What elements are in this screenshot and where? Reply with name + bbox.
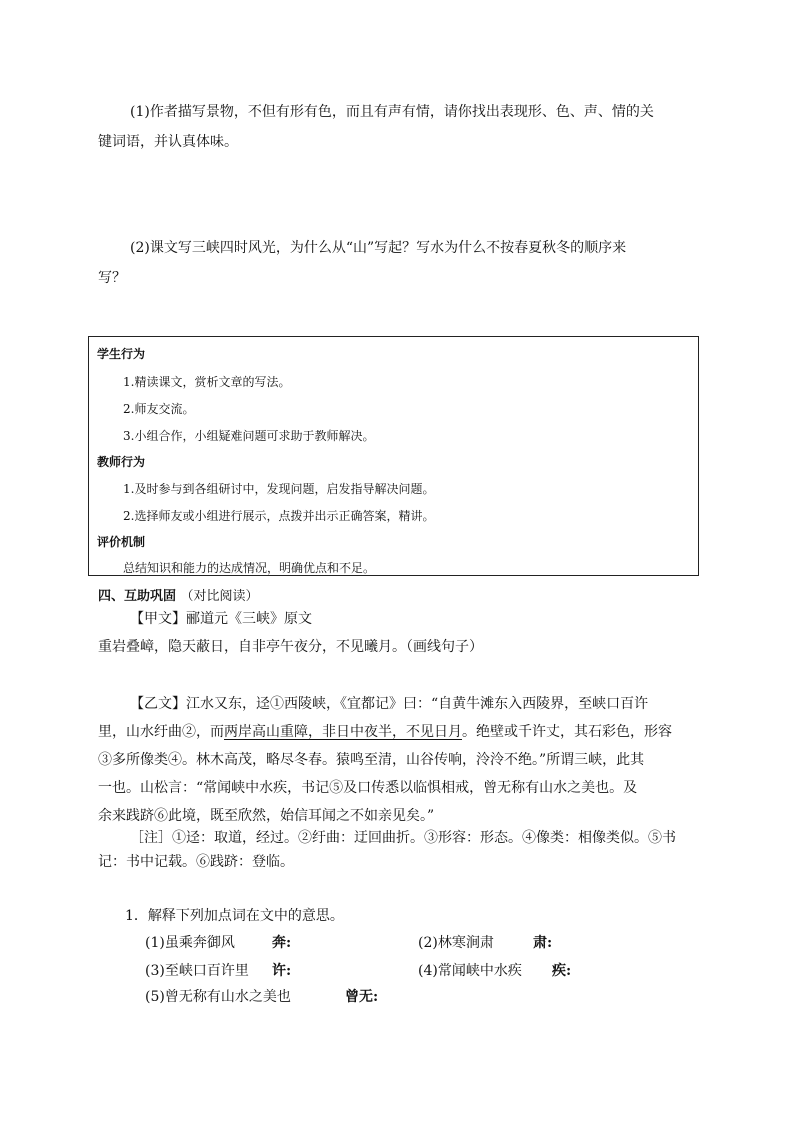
teacher-item: 1.及时参与到各组研讨中，发现问题，启发指导解决问题。 xyxy=(123,482,435,496)
jia-text: 重岩叠嶂，隐天蔽日，自非亭午夜分，不见曦月。（画线句子） xyxy=(98,639,483,655)
exercise-phrase: (2)林寒涧肃 xyxy=(418,935,494,951)
exercise-word xyxy=(272,960,291,980)
notes-line: ［注］①迳：取道，经过。②纡曲：迂回曲折。③形容：形态。④像类：相像类似。⑤书 xyxy=(130,830,676,846)
question-2-line2: 写？ xyxy=(98,270,126,286)
section-title-text: 四、互助巩固 xyxy=(98,589,177,604)
student-item: 3.小组合作，小组疑难问题可求助于教师解决。 xyxy=(123,429,375,443)
evaluation-item: 总结知识和能力的达成情况，明确优点和不足。 xyxy=(123,561,376,575)
yi-text-line: 【乙文】江水又东，迳①西陵峡，《宜都记》曰：“自黄牛滩东入西陵界，至峡口百许 xyxy=(130,696,649,712)
yi-text-line: 一也。山松言：“常闻峡中水疾，书记⑤及口传悉以临惧相戒，曾无称有山水之美也。及 xyxy=(98,780,638,796)
underlined-sentence: 两岸高山重障，非日中夜半，不见日月 xyxy=(224,724,462,740)
exercise-word xyxy=(552,960,571,980)
yi-text-line xyxy=(98,722,672,742)
student-item: 1.精读课文，赏析文章的写法。 xyxy=(123,375,291,389)
exercise-word xyxy=(533,932,552,952)
teacher-item: 2.选择师友或小组进行展示，点拨并出示正确答案，精讲。 xyxy=(123,509,435,523)
activity-box xyxy=(88,336,699,576)
notes-line: 记：书中记载。⑥践跻：登临。 xyxy=(98,854,294,870)
yi-text-line: 余来践跻⑥此境，既至欣然，始信耳闻之不如亲见矣。” xyxy=(98,808,435,824)
evaluation-heading: 评价机制 xyxy=(97,535,146,549)
section-title-note: （对比阅读） xyxy=(180,589,259,604)
yi-text-segment: 。绝壁或千许丈，其石彩色，形容 xyxy=(462,724,672,740)
question-1-line2: 键词语，并认真体味。 xyxy=(98,134,238,150)
exercise-keyword: 疾: xyxy=(552,963,572,979)
yi-text-segment: 里，山水纡曲②，而 xyxy=(98,724,224,740)
jia-title: 【甲文】郦道元《三峡》原文 xyxy=(130,611,312,627)
exercise-phrase: (5)曾无称有山水之美也 xyxy=(145,989,291,1005)
exercise-item xyxy=(418,932,494,952)
exercise-keyword: 曾无: xyxy=(345,989,379,1005)
yi-text-line: ③多所像类④。林木高茂，略尽冬春。猿鸣至清，山谷传响，泠泠不绝。”所谓三峡，此其 xyxy=(98,752,645,768)
exercise-title: 1．解释下列加点词在文中的意思。 xyxy=(125,908,344,924)
exercise-item xyxy=(145,986,291,1006)
exercise-item xyxy=(145,960,249,980)
exercise-item xyxy=(145,932,235,952)
exercise-keyword: 奔: xyxy=(272,935,292,951)
section-title xyxy=(98,585,259,604)
exercise-phrase: (1)虽乘奔御风 xyxy=(145,935,235,951)
exercise-word xyxy=(345,986,378,1006)
question-2-line1: (2)课文写三峡四时风光，为什么从“山”写起？写水为什么不按春夏秋冬的顺序来 xyxy=(130,240,627,256)
exercise-word xyxy=(272,932,291,952)
student-item: 2.师友交流。 xyxy=(123,402,195,416)
exercise-item xyxy=(418,960,522,980)
exercise-keyword: 肃: xyxy=(533,935,553,951)
exercise-phrase: (3)至峡口百许里 xyxy=(145,963,249,979)
exercise-phrase: (4)常闻峡中水疾 xyxy=(418,963,522,979)
question-1-line1: (1)作者描写景物，不但有形有色，而且有声有情，请你找出表现形、色、声、情的关 xyxy=(130,104,654,120)
teacher-behavior-heading: 教师行为 xyxy=(97,455,146,469)
exercise-keyword: 许: xyxy=(272,963,292,979)
student-behavior-heading: 学生行为 xyxy=(97,347,146,361)
